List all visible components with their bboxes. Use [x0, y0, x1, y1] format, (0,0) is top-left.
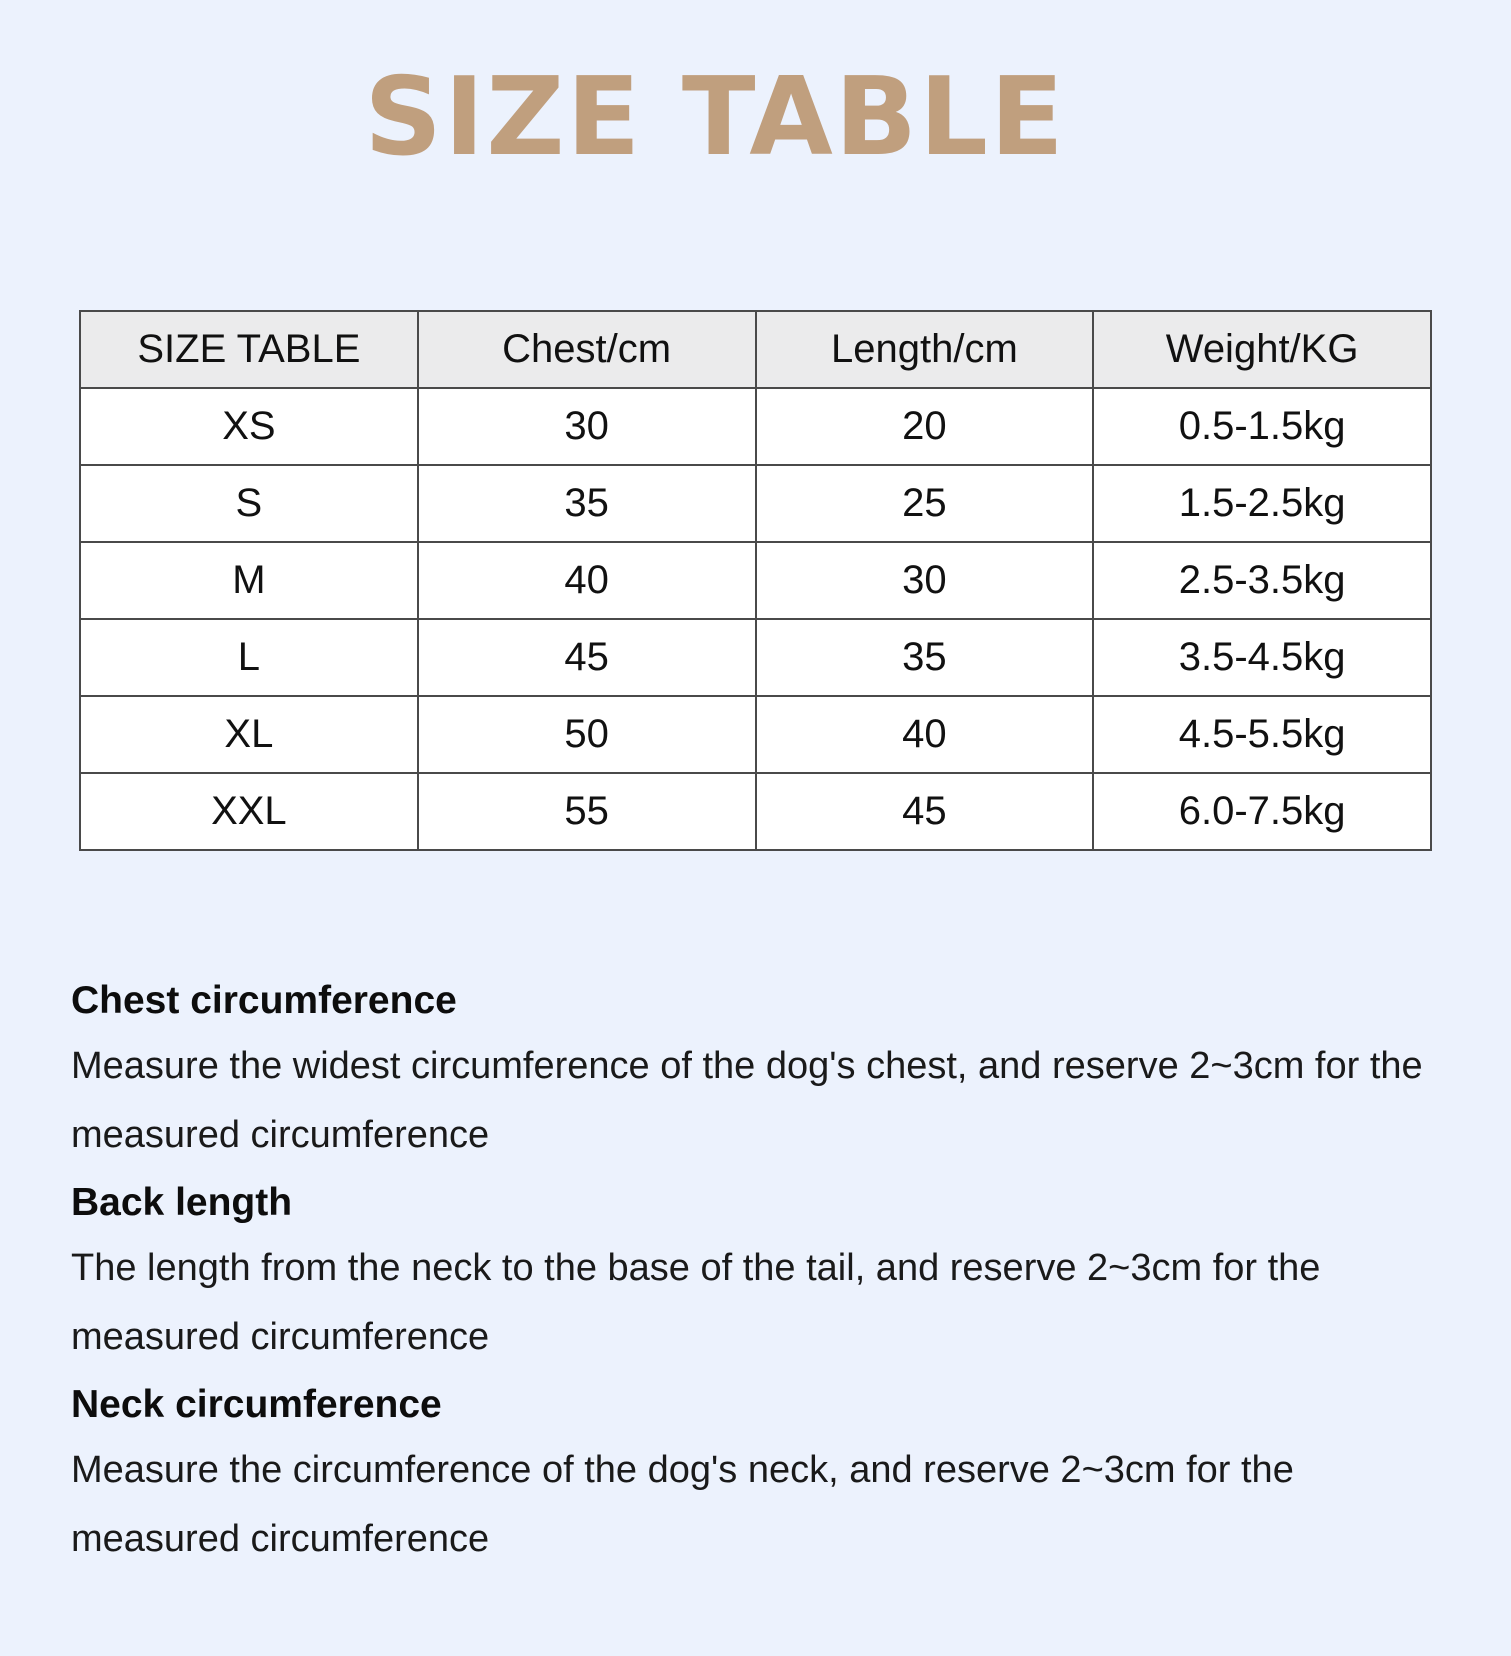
table-row — [80, 465, 1431, 542]
column-header-length: Length/cm — [756, 311, 1094, 388]
column-header-chest: Chest/cm — [418, 311, 756, 388]
weight-cell: 3.5-4.5kg — [1093, 619, 1431, 696]
note-body-neck: Measure the circumference of the dog's neck, and reserve 2~3cm for the measured circumference — [71, 1449, 1294, 1560]
size-cell: XS — [80, 388, 418, 465]
page-title: SIZE TABLE — [364, 55, 1066, 180]
length-cell: 35 — [756, 619, 1094, 696]
size-table — [79, 310, 1432, 851]
length-cell: 30 — [756, 542, 1094, 619]
chest-cell: 45 — [418, 619, 756, 696]
weight-cell: 2.5-3.5kg — [1093, 542, 1431, 619]
length-cell: 20 — [756, 388, 1094, 465]
chest-cell: 55 — [418, 773, 756, 850]
table-row — [80, 619, 1431, 696]
note-heading-neck: Neck circumference — [71, 1383, 442, 1426]
note-heading-back-length: Back length — [71, 1181, 293, 1224]
size-cell: XL — [80, 696, 418, 773]
length-cell: 25 — [756, 465, 1094, 542]
chest-cell: 30 — [418, 388, 756, 465]
length-cell: 40 — [756, 696, 1094, 773]
size-cell: L — [80, 619, 418, 696]
table-header-row — [80, 311, 1431, 388]
note-heading-chest: Chest circumference — [71, 979, 457, 1022]
note-body-back-length: The length from the neck to the base of the tail, and reserve 2~3cm for the measured circumference — [71, 1247, 1321, 1358]
size-cell: M — [80, 542, 418, 619]
size-cell: S — [80, 465, 418, 542]
note-body-chest: Measure the widest circumference of the dog's chest, and reserve 2~3cm for the measured circumference — [71, 1045, 1423, 1156]
weight-cell: 1.5-2.5kg — [1093, 465, 1431, 542]
table-row — [80, 388, 1431, 465]
table-row — [80, 542, 1431, 619]
chest-cell: 50 — [418, 696, 756, 773]
weight-cell: 4.5-5.5kg — [1093, 696, 1431, 773]
measurement-notes — [71, 970, 1451, 1576]
size-cell: XXL — [80, 773, 418, 850]
table-row — [80, 696, 1431, 773]
weight-cell: 0.5-1.5kg — [1093, 388, 1431, 465]
column-header-weight: Weight/KG — [1093, 311, 1431, 388]
weight-cell: 6.0-7.5kg — [1093, 773, 1431, 850]
chest-cell: 35 — [418, 465, 756, 542]
length-cell: 45 — [756, 773, 1094, 850]
chest-cell: 40 — [418, 542, 756, 619]
column-header-size: SIZE TABLE — [80, 311, 418, 388]
table-row — [80, 773, 1431, 850]
